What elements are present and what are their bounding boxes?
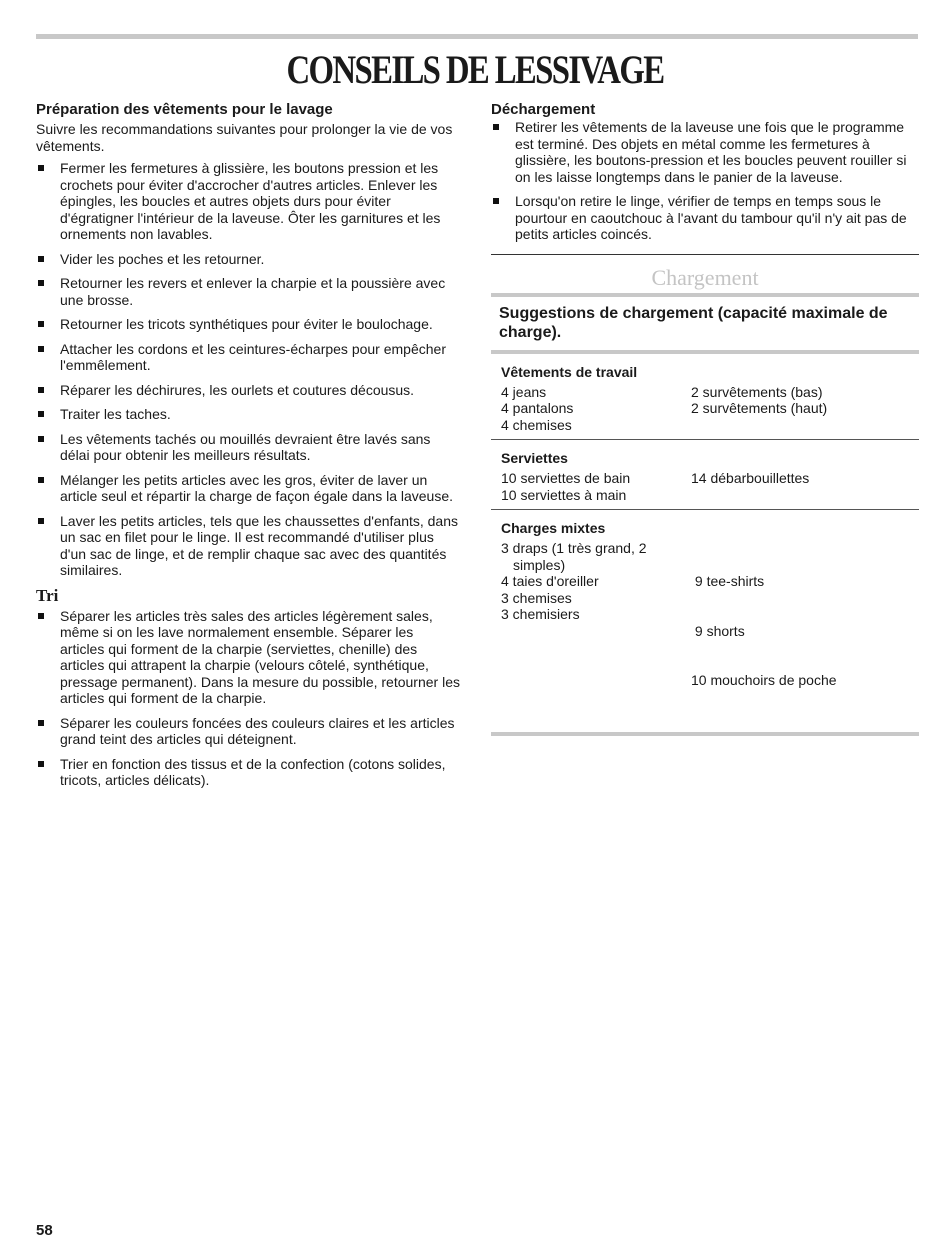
category-work-clothes bbox=[491, 354, 919, 440]
category-col-1 bbox=[501, 470, 691, 503]
load-item: 4 taies d'oreiller bbox=[501, 573, 599, 589]
list-item bbox=[36, 513, 461, 579]
category-mixed-loads bbox=[491, 510, 919, 728]
list-item bbox=[36, 756, 461, 789]
load-item: 2 survêtements (bas) bbox=[691, 383, 823, 400]
bullet-icon bbox=[38, 411, 44, 417]
bullet-icon bbox=[38, 165, 44, 171]
list-item-text: Retirer les vêtements de la laveuse une fois que le programme est terminé. Des objets en métal comme les fermetures à glissière, les boutons-pression et les boucles peuvent rouiller si on les laisse longtemps dans le panier de la laveuse. bbox=[515, 119, 907, 185]
list-item bbox=[36, 406, 461, 423]
list-item-text: Trier en fonction des tissus et de la confection (cotons solides, tricots, articles délicats). bbox=[60, 755, 446, 788]
category-title: Vêtements de travail bbox=[501, 363, 638, 380]
category-grid bbox=[501, 384, 919, 434]
category-grid bbox=[501, 540, 919, 722]
list-item-text: Vider les poches et les retourner. bbox=[60, 250, 265, 267]
load-item: 9 shorts bbox=[691, 622, 745, 639]
bullet-icon bbox=[38, 321, 44, 327]
load-item: 10 serviettes à main bbox=[501, 486, 627, 503]
load-item: 10 mouchoirs de poche bbox=[691, 672, 837, 688]
bullet-icon bbox=[38, 613, 44, 619]
list-item-text: Les vêtements tachés ou mouillés devraient être lavés sans délai pour obtenir les meilleurs résultats. bbox=[60, 430, 431, 463]
section-divider bbox=[491, 254, 919, 255]
load-item: 4 pantalons bbox=[501, 400, 574, 416]
dechargement-heading: Déchargement bbox=[491, 101, 596, 118]
bullet-icon bbox=[38, 518, 44, 524]
list-item-text: Laver les petits articles, tels que les chaussettes d'enfants, dans un sac en filet pour le linge. Il est recommandé d'utiliser plus d'un sac de linge, et de remplir chaque sac avec des quantités similaires. bbox=[60, 512, 459, 578]
list-item-text: Retourner les tricots synthétiques pour éviter le boulochage. bbox=[60, 316, 433, 332]
list-item-text: Retourner les revers et enlever la charpie et la poussière avec une brosse. bbox=[60, 275, 446, 308]
load-item: 3 draps (1 très grand, 2 bbox=[501, 540, 647, 556]
dechargement-list bbox=[491, 119, 919, 243]
category-col-2 bbox=[691, 384, 911, 434]
list-item bbox=[36, 275, 461, 308]
bullet-icon bbox=[38, 387, 44, 393]
list-item bbox=[36, 382, 461, 399]
list-item-text: Séparer les couleurs foncées des couleurs claires et les articles grand teint des articles qui déteignent. bbox=[60, 714, 455, 747]
list-item-text: Traiter les taches. bbox=[60, 406, 171, 422]
preparation-list bbox=[36, 160, 461, 579]
bullet-icon bbox=[493, 124, 499, 130]
list-item bbox=[491, 193, 919, 243]
list-item-text: Attacher les cordons et les ceintures-écharpes pour empêcher l'emmêlement. bbox=[60, 340, 446, 373]
load-item: 4 chemises bbox=[501, 416, 572, 433]
category-col-2 bbox=[691, 540, 911, 722]
chargement-box-heading: Suggestions de chargement (capacité maximale de charge). bbox=[499, 304, 888, 341]
list-item bbox=[36, 251, 461, 268]
bullet-icon bbox=[38, 346, 44, 352]
list-item bbox=[36, 341, 461, 374]
list-item bbox=[36, 316, 461, 333]
category-title: Serviettes bbox=[501, 450, 568, 466]
category-title: Charges mixtes bbox=[501, 520, 606, 536]
bullet-icon bbox=[493, 198, 499, 204]
page-title: CONSEILS DE LESSIVAGE bbox=[286, 47, 664, 92]
list-item-text: Séparer les articles très sales des articles légèrement sales, même si on les lave normalement ensemble. Séparer les articles qui forment de la charpie (serviettes, chenille) des articles qui attrapent la charpie (velours côtelé, synthétique, pressage permanent). Dans la mesure du possible, retourner les articles qui forment de la charpie. bbox=[60, 607, 460, 706]
bullet-icon bbox=[38, 761, 44, 767]
list-item-text: Lorsqu'on retire le linge, vérifier de temps en temps sous le pourtour en caoutchouc à l'avant du tambour qu'il n'y ait pas de petits articles coincés. bbox=[515, 193, 907, 242]
left-column bbox=[36, 101, 461, 797]
list-item bbox=[36, 608, 461, 707]
load-item: 4 jeans bbox=[501, 383, 547, 400]
load-item: 9 tee-shirts bbox=[691, 573, 765, 589]
category-col-1 bbox=[501, 384, 691, 434]
load-item: 2 survêtements (haut) bbox=[691, 400, 828, 416]
list-item-text: Réparer les déchirures, les ourlets et coutures décousus. bbox=[60, 381, 415, 398]
tri-list bbox=[36, 608, 461, 789]
list-item bbox=[36, 472, 461, 505]
tri-heading: Tri bbox=[36, 585, 59, 605]
list-item-text: Mélanger les petits articles avec les gros, éviter de laver un article seul et répartir la charge de façon égale dans la laveuse. bbox=[60, 471, 454, 504]
page-number: 58 bbox=[36, 1222, 53, 1239]
load-item: 10 serviettes de bain bbox=[501, 470, 631, 486]
preparation-intro: Suivre les recommandations suivantes pour prolonger la vie de vos vêtements. bbox=[36, 121, 453, 154]
bullet-icon bbox=[38, 720, 44, 726]
chargement-title: Chargement bbox=[651, 264, 759, 290]
list-item bbox=[491, 119, 919, 185]
bullet-icon bbox=[38, 436, 44, 442]
bullet-icon bbox=[38, 280, 44, 286]
category-grid bbox=[501, 470, 919, 503]
box-bottom-rule bbox=[491, 732, 919, 736]
category-towels bbox=[491, 440, 919, 509]
list-item-text: Fermer les fermetures à glissière, les boutons pression et les crochets pour éviter d'accrocher d'autres articles. Enlever les épingles, les boucles et autres objets durs pour éviter d'égratigner l'intérieur de la laveuse. Ôter les garnitures et les ornements non lavables. bbox=[60, 160, 441, 242]
bullet-icon bbox=[38, 477, 44, 483]
load-item: 14 débarbouillettes bbox=[691, 470, 810, 486]
list-item bbox=[36, 160, 461, 243]
category-col-2 bbox=[691, 470, 911, 503]
list-item bbox=[36, 431, 461, 464]
top-rule bbox=[36, 34, 918, 39]
preparation-heading: Préparation des vêtements pour le lavage bbox=[36, 101, 333, 118]
category-col-1 bbox=[501, 540, 691, 722]
right-column bbox=[491, 101, 919, 736]
load-item: 3 chemises bbox=[501, 589, 572, 606]
load-item: simples) bbox=[513, 556, 566, 573]
list-item bbox=[36, 715, 461, 748]
bullet-icon bbox=[38, 256, 44, 262]
load-item: 3 chemisiers bbox=[501, 606, 580, 622]
